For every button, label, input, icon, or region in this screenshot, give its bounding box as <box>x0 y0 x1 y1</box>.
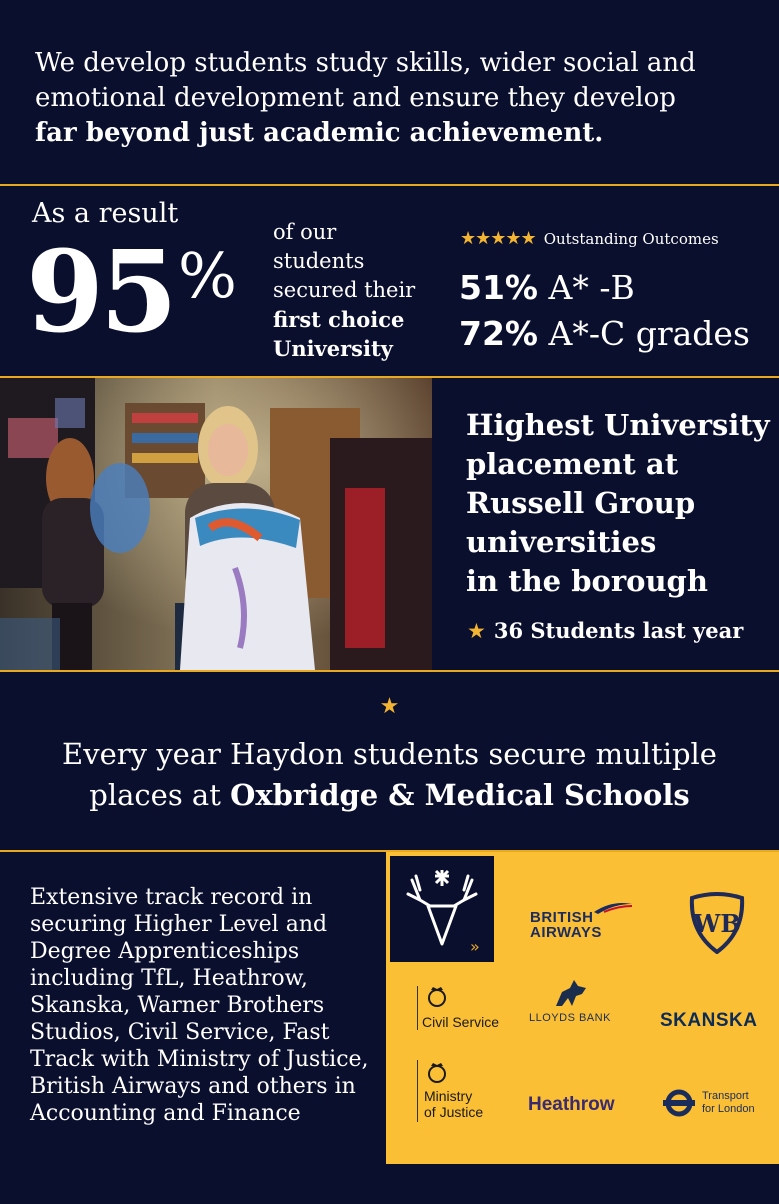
partner-logos-panel <box>386 852 779 1164</box>
haydon-chevron: » <box>470 937 480 956</box>
placement-title-line-1: Highest University <box>466 408 770 442</box>
moj-bar <box>417 1060 418 1122</box>
grade-a-star-c <box>459 314 750 353</box>
civil-service-logo: Civil Service <box>422 1014 500 1030</box>
transport-for-london-logo <box>702 1090 755 1116</box>
tfl-line-2: for London <box>702 1103 755 1115</box>
results-desc-line-4: first choice <box>273 307 405 332</box>
oxbridge-section <box>0 672 779 850</box>
wb-letters: WB <box>693 909 741 938</box>
outcomes-rating <box>460 228 719 249</box>
intro-line-2: emotional development and ensure they develop <box>35 83 676 113</box>
haydon-stag-logo <box>390 856 494 962</box>
ba-line-2: AIRWAYS <box>530 924 602 941</box>
intro-text <box>35 46 779 151</box>
as-a-result-label: As a result <box>32 198 179 229</box>
results-desc-line-3: secured their <box>273 278 416 302</box>
intro-line-3: far beyond just academic achievement. <box>35 118 604 148</box>
apprenticeships-section <box>0 852 779 1204</box>
students-count <box>467 618 743 643</box>
grade2-text: A*-C grades <box>548 314 750 353</box>
star-icon: ★ <box>467 618 486 643</box>
outcomes-label: Outstanding Outcomes <box>543 229 719 248</box>
placement-section <box>0 378 779 670</box>
oxbridge-line-1: Every year Haydon students secure multiple <box>62 737 717 771</box>
placement-title-line-4: universities <box>466 525 657 559</box>
percent-sign: % <box>178 239 237 312</box>
apprenticeships-text: Extensive track record in securing Higher Level and Degree Apprenticeships including TfL, Heathrow, Skanska, Warner Brothers Studios, Civil Service, Fast Track with Ministry of Justice, British Airways and others in Accounting and Finance <box>30 885 369 1126</box>
students-photo <box>0 378 432 670</box>
results-desc-line-2: students <box>273 249 365 273</box>
oxbridge-text <box>0 734 779 816</box>
oxbridge-line-2-bold: Oxbridge & Medical Schools <box>230 778 690 812</box>
lloyds-horse-icon <box>552 978 592 1010</box>
ba-swoosh-icon <box>592 900 634 916</box>
students-count-text: 36 Students last year <box>493 618 744 643</box>
warner-bros-shield-logo <box>688 892 746 954</box>
star-icon: ★ <box>379 694 400 719</box>
results-section <box>0 186 779 376</box>
big-percentage-number: 95 <box>26 227 174 358</box>
grade1-percent: 51% <box>459 268 538 307</box>
intro-section <box>0 0 779 184</box>
grade2-percent: 72% <box>459 314 538 353</box>
civil-service-bar <box>417 986 418 1030</box>
lloyds-bank-logo: LLOYDS BANK <box>529 1012 611 1024</box>
five-star-icon: ★★★★★ <box>460 228 536 249</box>
ministry-of-justice-logo <box>424 1088 483 1120</box>
placement-title-line-2: placement at <box>466 447 679 481</box>
moj-crest-icon <box>424 1062 450 1084</box>
heathrow-logo: Heathrow <box>528 1094 615 1115</box>
moj-line-1: Ministry <box>424 1088 473 1104</box>
results-description <box>273 218 415 363</box>
results-desc-line-5: University <box>273 336 393 361</box>
tfl-roundel-icon <box>662 1088 696 1118</box>
placement-title-line-3: Russell Group <box>466 486 696 520</box>
grade1-text: A* -B <box>548 268 635 307</box>
intro-line-1: We develop students study skills, wider social and <box>35 48 696 78</box>
skanska-logo: SKANSKA <box>660 1010 758 1031</box>
moj-line-2: of Justice <box>424 1104 484 1120</box>
placement-title <box>466 406 770 601</box>
results-desc-line-1: of our <box>273 220 337 244</box>
placement-title-line-5: in the borough <box>466 564 708 598</box>
royal-crest-icon <box>424 986 450 1008</box>
oxbridge-line-2-prefix: places at <box>89 778 231 812</box>
grade-a-star-b <box>459 268 635 307</box>
ba-line-1: BRITISH <box>530 909 594 926</box>
tfl-line-1: Transport <box>702 1090 749 1102</box>
